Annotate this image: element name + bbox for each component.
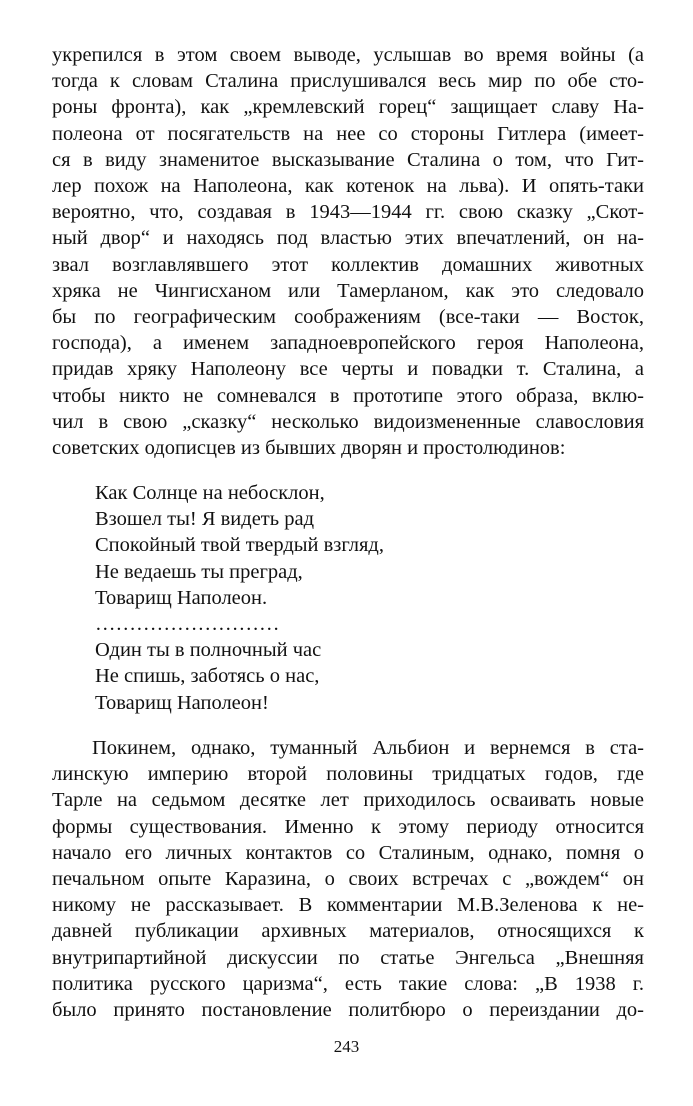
text-line: советских одописцев из бывших дворян и простолюдинов: <box>52 437 566 460</box>
verse-line: Товарищ Наполеон! <box>95 691 269 714</box>
text-line: полеона от посягательств на нее со стороны Гитлера (имеет- <box>52 122 644 145</box>
text-line: давней публикации архивных материалов, относящихся к <box>52 920 644 943</box>
verse-line: Не спишь, заботясь о нас, <box>95 665 320 688</box>
verse-line: Товарищ Наполеон. <box>95 586 268 609</box>
text-line: вероятно, что, создавая в 1943—1944 гг. свою сказку „Скот- <box>52 201 644 224</box>
text-line: тогда к словам Сталина прислушивался весь мир по обе сто- <box>52 70 644 93</box>
text-line: ный двор“ и находясь под властью этих впечатлений, он на- <box>52 227 644 250</box>
text-line: печальном опыте Каразина, о своих встречах с „вождем“ он <box>52 868 644 891</box>
text-line: Покинем, однако, туманный Альбион и вернемся в ста- <box>92 737 644 759</box>
verse-line: Взошел ты! Я видеть рад <box>95 508 315 531</box>
text-line: звал возглавлявшего этот коллектив домашних животных <box>52 253 644 276</box>
text-line: внутрипартийной дискуссии по статье Энгельса „Внешняя <box>52 946 644 969</box>
text-line: бы по географическим соображениям (все-таки — Восток, <box>52 306 644 329</box>
text-line: укрепился в этом своем выводе, услышав во время войны (а <box>52 44 644 66</box>
verse-line: Не ведаешь ты преград, <box>95 560 303 583</box>
text-line: было принято постановление политбюро о переиздании до- <box>52 999 644 1022</box>
text-line: формы существования. Именно к этому периоду относится <box>52 815 644 838</box>
text-line: никому не рассказывает. В комментарии М.В.Зеленова к не- <box>52 894 644 917</box>
poem-quote <box>95 480 515 716</box>
text-line: ся в виду знаменитое высказывание Сталина о том, что Гит- <box>52 148 644 171</box>
text-line: господа), а именем западноевропейского героя Наполеона, <box>52 332 644 355</box>
text-line: роны фронта), как „кремлевский горец“ защищает славу На- <box>52 96 644 119</box>
page-number: 243 <box>333 1037 360 1056</box>
text-line: Тарле на седьмом десятке лет приходилось осваивать новые <box>52 789 644 812</box>
text-line: лер похож на Наполеона, как котенок на льва). И опять-таки <box>52 175 644 198</box>
verse-line: Один ты в полночный час <box>95 639 322 662</box>
paragraph-2 <box>52 735 644 1023</box>
verse-line: Спокойный твой твердый взгляд, <box>95 534 384 557</box>
text-line: придав хряку Наполеону все черты и повадки т. Сталина, а <box>52 358 644 381</box>
verse-line: Как Солнце на небосклон, <box>95 482 325 504</box>
text-line: политика русского царизма“, есть такие слова: „В 1938 г. <box>52 972 644 995</box>
text-line: чил в свою „сказку“ несколько видоизмененные славословия <box>52 410 644 433</box>
text-line: линскую империю второй половины тридцатых годов, где <box>52 763 644 786</box>
paragraph-1 <box>52 42 644 461</box>
text-line: начало его личных контактов со Сталиным, однако, помня о <box>52 841 644 864</box>
text-line: чтобы никто не сомневался в прототипе этого образа, вклю- <box>52 384 644 407</box>
verse-ellipsis: ……………………… <box>95 613 280 636</box>
text-line: хряка не Чингисханом или Тамерланом, как это следовало <box>52 279 644 302</box>
